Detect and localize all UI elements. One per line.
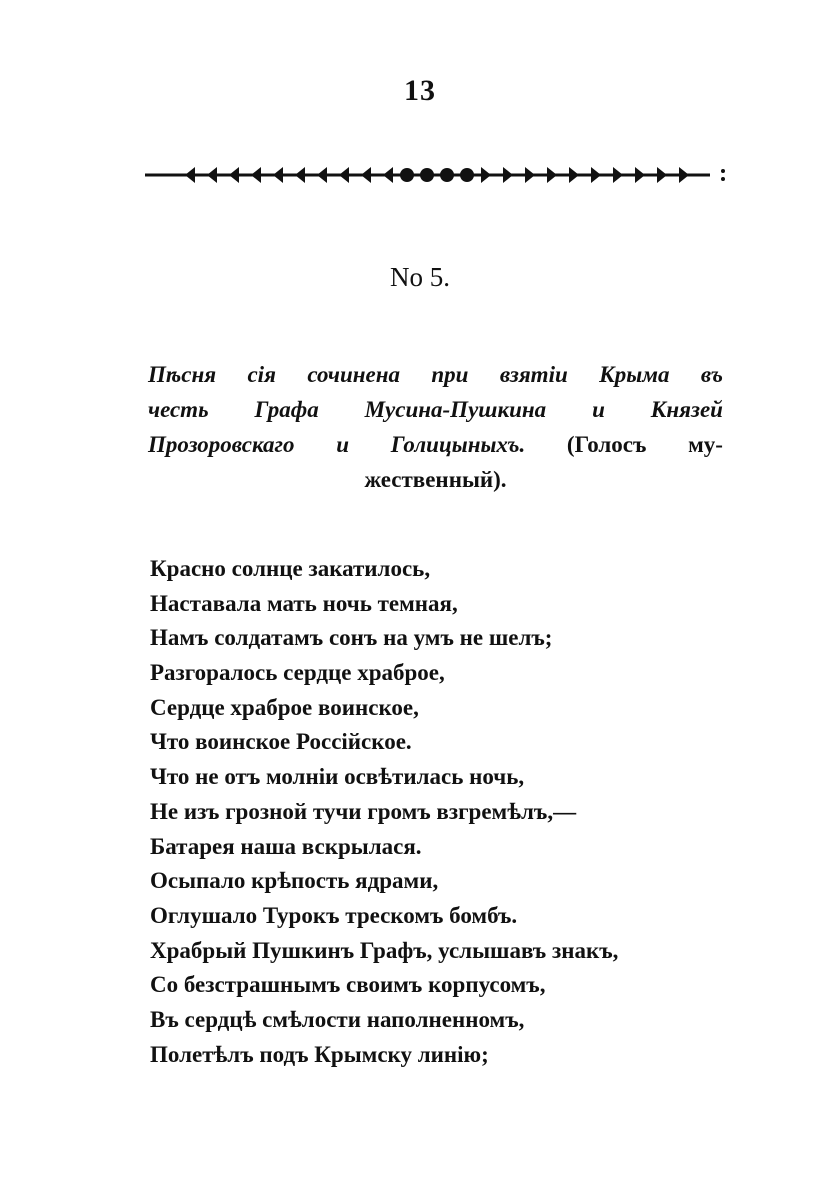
heading-word: въ xyxy=(700,362,723,387)
verse-line: Полетѣлъ подъ Крымску линію; xyxy=(150,1041,489,1067)
heading-word: сія xyxy=(247,362,276,387)
song-number: No 5. xyxy=(390,262,450,292)
page-number: 13 xyxy=(404,74,436,107)
heading-word: Князей xyxy=(650,397,723,422)
heading-word: Крыма xyxy=(599,362,670,387)
heading-word: Графа xyxy=(254,397,319,422)
heading-word: Пѣсня xyxy=(148,362,217,387)
heading-word: (Голосъ xyxy=(566,432,647,457)
verse-line: Наставала мать ночь темная, xyxy=(150,590,458,616)
verse-line: Храбрый Пушкинъ Графъ, услышавъ знакъ, xyxy=(150,937,619,963)
verse-line: Красно солнце закатилось, xyxy=(150,556,431,581)
heading-line xyxy=(148,462,723,497)
song-heading xyxy=(148,357,723,497)
verse-line: Разгоралось сердце храброе, xyxy=(150,660,445,686)
heading-word: Мусина-Пушкина xyxy=(364,397,547,422)
heading-word: Прозоровскаго xyxy=(148,432,295,457)
heading-word: и xyxy=(336,432,350,457)
heading-line xyxy=(148,392,723,427)
heading-word: сочинена xyxy=(307,362,400,387)
heading-word: взятіи xyxy=(499,362,568,387)
heading-line xyxy=(148,427,723,462)
verse-line: Что воинское Россійское. xyxy=(150,729,412,755)
verse-line: Въ сердцѣ смѣлости наполненномъ, xyxy=(150,1006,525,1032)
heading-line xyxy=(148,357,723,392)
verse-line: Что не отъ молніи освѣтилась ночь, xyxy=(150,764,525,790)
verse-line: Оглушало Турокъ трескомъ бомбъ. xyxy=(150,902,518,928)
verse-line: Не изъ грозной тучи громъ взгремѣлъ,— xyxy=(150,798,577,824)
heading-word: при xyxy=(431,362,469,387)
verse-line: Сердце храброе воинское, xyxy=(150,694,419,720)
ornamental-rule xyxy=(145,160,730,190)
heading-word: честь xyxy=(148,397,209,422)
heading-word: и xyxy=(592,397,605,422)
verse-line: Намъ солдатамъ сонъ на умъ не шелъ; xyxy=(150,625,553,651)
verse-line: Со безстрашнымъ своимъ корпусомъ, xyxy=(150,972,546,998)
verse-line: Осыпало крѣпость ядрами, xyxy=(150,868,439,894)
verse-line: Батарея наша вскрылася. xyxy=(150,833,422,859)
heading-word: жественный). xyxy=(364,467,507,492)
verse-text xyxy=(150,552,750,1072)
heading-word: Голицыныхъ. xyxy=(390,432,526,457)
heading-word: му- xyxy=(688,432,723,457)
